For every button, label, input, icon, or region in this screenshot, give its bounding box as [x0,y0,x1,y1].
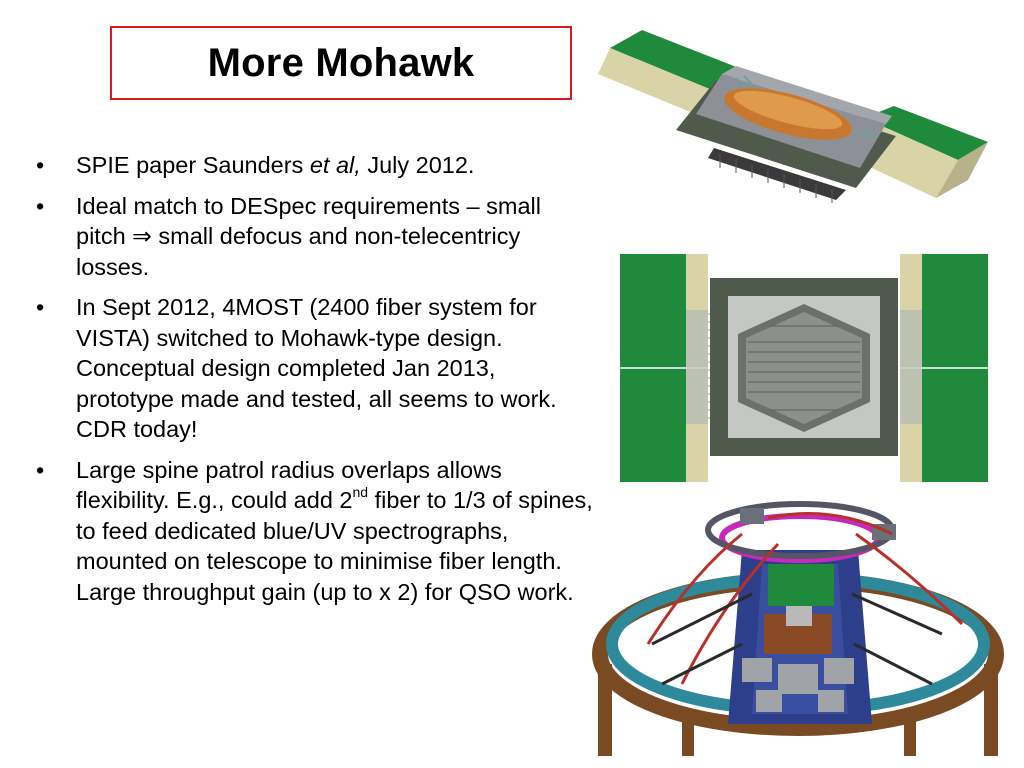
bullet-text: fiber to 1/3 of spines, to feed dedicated blue/UV spectrographs, mounted on telescope to minimise fiber length. Large throughput gain (up to x 2) for QSO work. [76,487,593,605]
bullet-text: Large spine patrol radius overlaps allows flexibility. E.g., could add 2 [76,456,502,513]
bullet-marker: • [36,456,45,483]
bullet-text: Ideal match to DESpec requirements – small pitch [76,192,541,249]
bullet-item [36,455,596,608]
bullet-item [36,191,596,283]
bullet-item [36,292,596,445]
implies-symbol: ⇒ [132,223,152,249]
mohawk-3d-render-image [596,18,992,208]
mohawk-top-view-image [620,252,988,484]
bullet-marker: • [36,294,45,320]
slide-title-box [110,26,572,100]
bullet-italic: et al, [309,152,361,178]
superscript: nd [352,484,369,501]
bullet-marker: • [36,152,45,178]
bullet-list [36,150,596,617]
bullet-item [36,150,596,181]
telescope-top-end-render-image [592,494,1004,756]
bullet-text: small defocus and non-telecentricy losses. [76,223,521,280]
bullet-text: In Sept 2012, 4MOST (2400 fiber system for VISTA) switched to Mohawk-type design. Conceptual design completed Jan 2013, prototype made and tested, all seems to work. CDR today! [76,294,557,442]
slide-title: More Mohawk [207,40,475,85]
bullet-marker: • [36,192,45,219]
bullet-text: SPIE paper Saunders [76,152,310,178]
bullet-text: July 2012. [360,152,475,178]
